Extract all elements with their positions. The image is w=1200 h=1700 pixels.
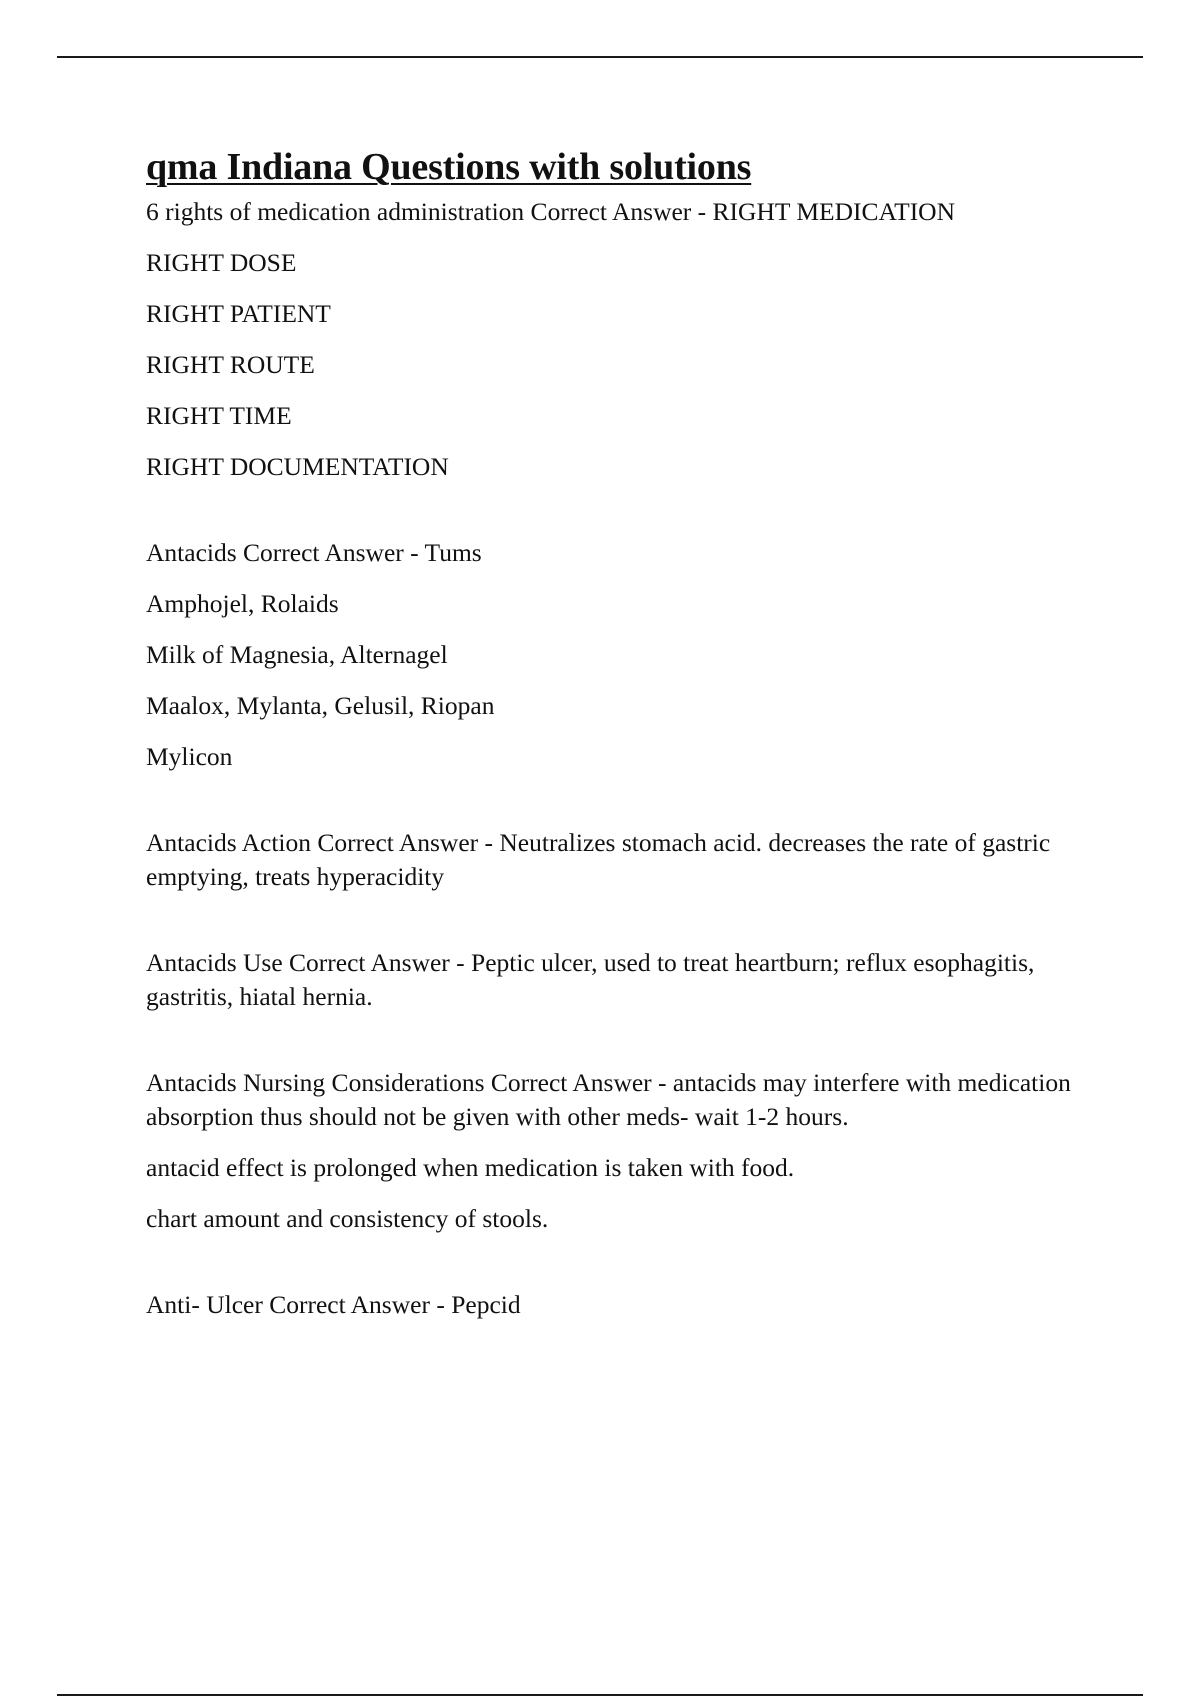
question-line: Antacids Action Correct Answer - Neutralizes stomach acid. decreases the rate of gastric emptying, treats hyperacidity [146,828,1051,891]
answer-line: RIGHT ROUTE [146,350,315,379]
question-line: Antacids Nursing Considerations Correct Answer - antacids may interfere with medication absorption thus should not be given with other meds- wait 1-2 hours. [146,1068,1071,1131]
answer-line: RIGHT DOSE [146,248,297,277]
question-line: 6 rights of medication administration Correct Answer - RIGHT MEDICATION [146,197,956,226]
question-line: Antacids Use Correct Answer - Peptic ulcer, used to treat heartburn; reflux esophagitis, gastritis, hiatal hernia. [146,948,1035,1011]
answer-line: Maalox, Mylanta, Gelusil, Riopan [146,691,495,720]
qa-entry-antacids-use [146,946,1086,1014]
question-line: Antacids Correct Answer - Tums [146,538,482,567]
qa-entry-anti-ulcer [146,1288,1086,1322]
qa-entry-antacids-nursing [146,1066,1086,1236]
answer-line: Amphojel, Rolaids [146,589,339,618]
header-rule [57,56,1143,58]
answer-line: Mylicon [146,742,233,771]
answer-line: RIGHT TIME [146,401,292,430]
qa-entry-rights [146,195,1086,484]
document-body [146,143,1086,1322]
footer-rule [57,1694,1143,1696]
answer-line: chart amount and consistency of stools. [146,1204,549,1233]
answer-line: RIGHT DOCUMENTATION [146,452,449,481]
question-line: Anti- Ulcer Correct Answer - Pepcid [146,1290,521,1319]
answer-line: Milk of Magnesia, Alternagel [146,640,448,669]
answer-line: antacid effect is prolonged when medication is taken with food. [146,1153,795,1182]
qa-entry-antacids [146,536,1086,774]
page-title: qma Indiana Questions with solutions [146,146,752,188]
answer-line: RIGHT PATIENT [146,299,331,328]
qa-entry-antacids-action [146,826,1086,894]
